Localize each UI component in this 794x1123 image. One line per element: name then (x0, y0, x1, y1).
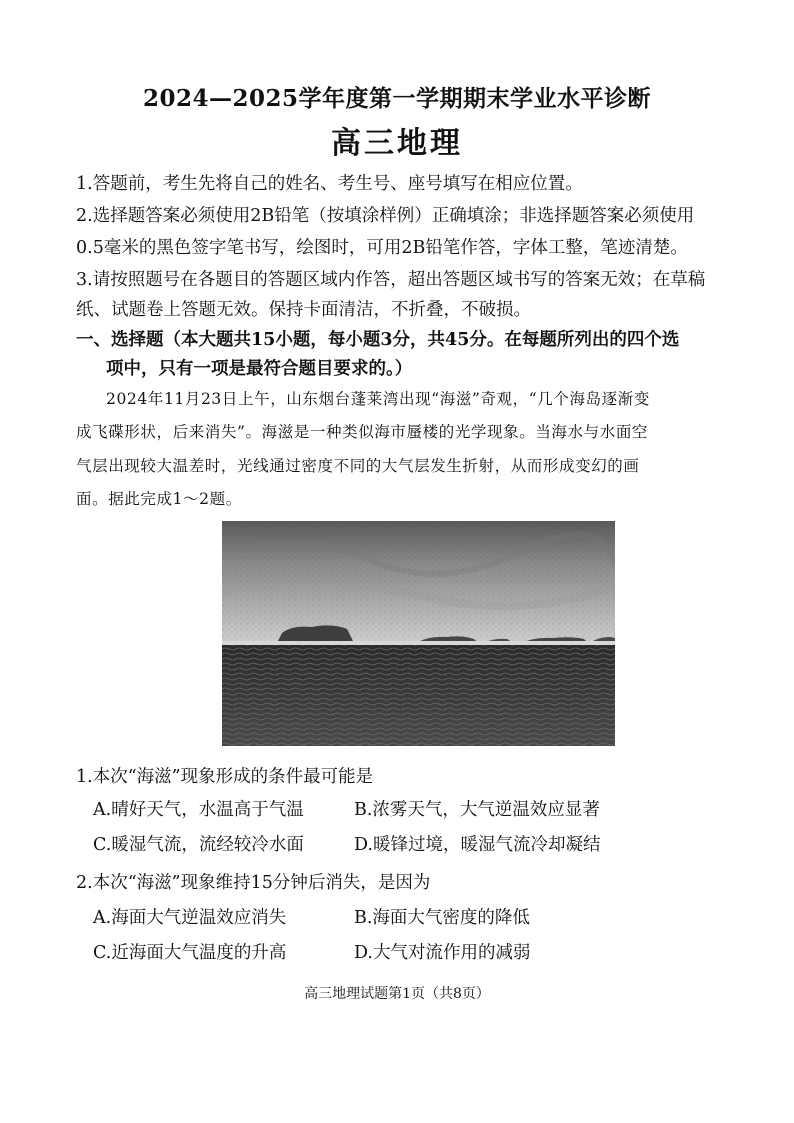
passage-line-4: 面。据此完成1～2题。 (76, 490, 242, 508)
question-1-option-c: C.暖湿气流，流经较冷水面 (93, 835, 304, 855)
question-1-option-d: D.暖锋过境，暖湿气流冷却凝结 (354, 835, 601, 855)
instruction-line-1: 1.答题前，考生先将自己的姓名、考生号、座号填写在相应位置。 (76, 174, 583, 194)
passage-line-3: 气层出现较大温差时，光线通过密度不同的大气层发生折射，从而形成变幻的画 (76, 457, 640, 475)
question-2-option-a: A.海面大气逆温效应消失 (93, 908, 287, 928)
question-2-option-c: C.近海面大气温度的升高 (93, 943, 287, 963)
question-2-option-b: B.海面大气密度的降低 (354, 908, 530, 928)
instruction-line-2: 2.选择题答案必须使用2B铅笔（按填涂样例）正确填涂；非选择题答案必须使用 (76, 206, 695, 226)
section-heading-line-2: 项中，只有一项是最符合题目要求的。） (106, 359, 413, 379)
question-1-stem: 1.本次“海滋”现象形成的条件最可能是 (76, 767, 374, 787)
instruction-line-3: 0.5毫米的黑色签字笔书写，绘图时，可用2B铅笔作答，字体工整，笔迹清楚。 (76, 238, 688, 258)
section-heading-line-1: 一、选择题（本大题共15小题，每小题3分，共45分。在每题所列出的四个选 (76, 330, 680, 350)
question-2-option-d: D.大气对流作用的减弱 (354, 943, 531, 963)
instruction-line-5: 纸、试题卷上答题无效。保持卡面清洁，不折叠，不破损。 (76, 300, 531, 320)
page-footer: 高三地理试题第1页（共8页） (304, 986, 490, 1002)
question-2-stem: 2.本次“海滋”现象维持15分钟后消失，是因为 (76, 873, 431, 893)
exam-subject-title: 高三地理 (331, 126, 463, 161)
question-1-option-a: A.晴好天气，水温高于气温 (93, 800, 304, 820)
instruction-line-4: 3.请按照题号在各题目的答题区域内作答，超出答题区域书写的答案无效；在草稿 (76, 270, 706, 290)
passage-line-2: 成飞碟形状，后来消失”。海滋是一种类似海市蜃楼的光学现象。当海水与水面空 (76, 423, 649, 441)
question-1-option-b: B.浓雾天气，大气逆温效应显著 (354, 800, 600, 820)
sea-mirage-photo (222, 521, 615, 746)
passage-line-1: 2024年11月23日上午，山东烟台蓬莱湾出现“海滋”奇观，“几个海岛逐渐变 (106, 390, 650, 408)
exam-title: 2024—2025学年度第一学期期末学业水平诊断 (142, 85, 652, 112)
